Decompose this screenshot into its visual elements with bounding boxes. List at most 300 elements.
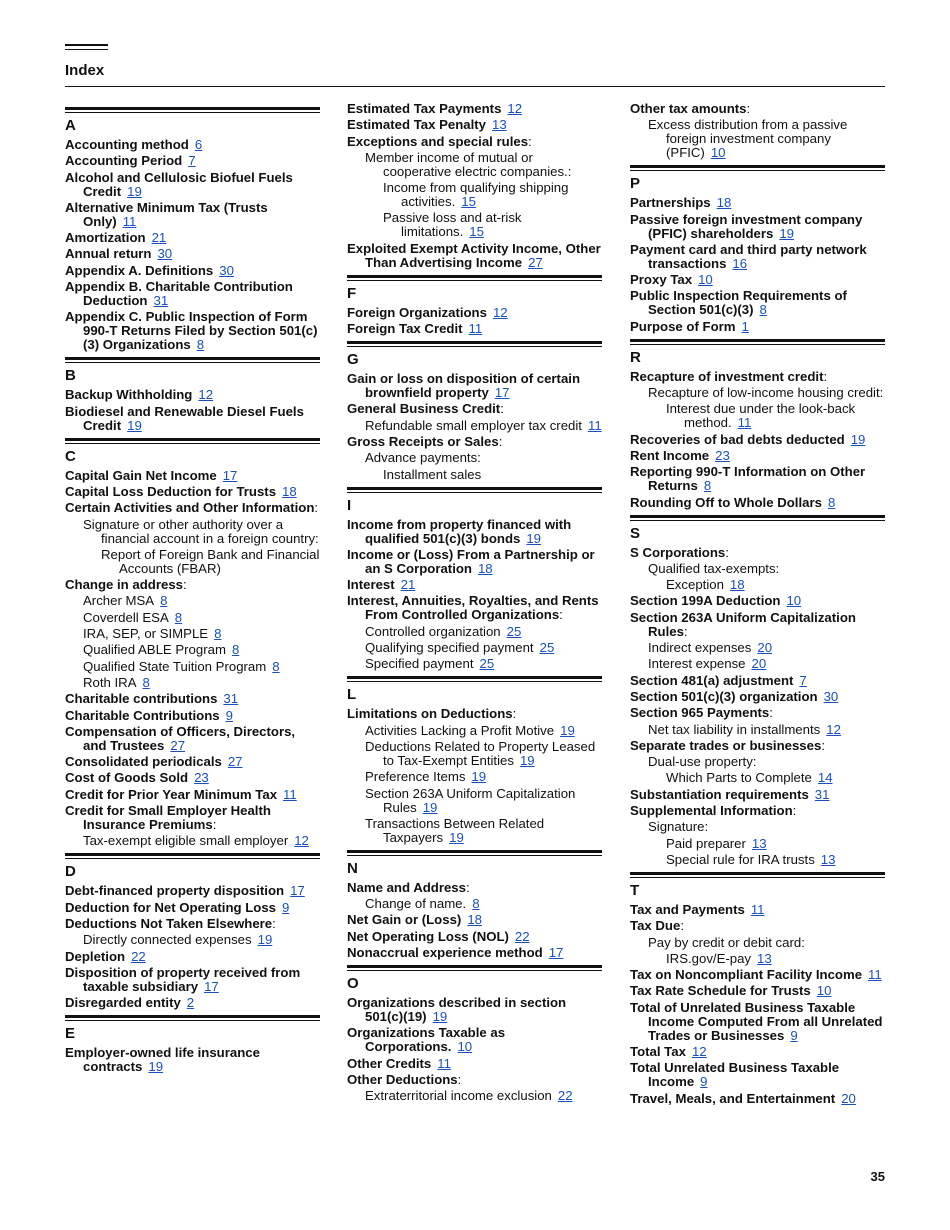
entry-term: Installment sales (383, 466, 482, 482)
entry-term: Indirect expenses (648, 640, 752, 656)
page-link[interactable]: 19 (850, 431, 866, 447)
index-entry (365, 1089, 602, 1103)
index-entry (365, 770, 602, 784)
page-link[interactable]: 13 (751, 835, 767, 851)
entry-term: Paid preparer (666, 835, 746, 851)
entry-term: Purpose of Form (630, 318, 736, 334)
section-divider (347, 487, 602, 513)
index-entry (365, 897, 602, 911)
section-rule-thick (347, 487, 602, 490)
section-divider (347, 275, 602, 301)
index-entry (648, 755, 885, 769)
entry-term: Foreign Organizations (347, 304, 487, 320)
page-link[interactable]: 13 (492, 117, 507, 133)
page-link[interactable]: 11 (587, 417, 602, 433)
index-entry (65, 469, 320, 483)
page-link[interactable]: 12 (691, 1043, 707, 1059)
index-entry (65, 247, 320, 261)
entry-colon: : (769, 705, 773, 721)
index-entry (83, 643, 320, 657)
page-link[interactable]: 9 (282, 899, 290, 915)
page-link[interactable]: 10 (457, 1039, 473, 1055)
entry-colon: : (512, 706, 517, 722)
entry-term: Rent Income (630, 447, 710, 463)
page-link[interactable]: 11 (468, 321, 483, 337)
index-entry (666, 578, 885, 592)
page-link[interactable]: 30 (219, 262, 234, 278)
entry-term: Exploited Exempt Activity Income, Other Than Advertising Income (347, 240, 601, 270)
section-rule-thin (630, 170, 885, 171)
entry-term: Accounting Period (65, 153, 183, 169)
index-entry (347, 322, 602, 336)
index-section-i (347, 487, 602, 672)
index-column-1 (65, 102, 320, 1076)
section-rule-thin (65, 1020, 320, 1021)
index-entry (347, 118, 602, 132)
section-rule-thin (347, 970, 602, 971)
page-link[interactable]: 11 (868, 967, 882, 983)
section-rule-thin (65, 858, 320, 859)
entry-term: Gross Receipts or Sales (347, 433, 499, 449)
section-divider (65, 107, 320, 133)
entry-term: Qualified State Tuition Program (83, 658, 267, 674)
page-link[interactable]: 13 (820, 851, 836, 867)
index-section-continued (630, 102, 885, 160)
entry-term: Net tax liability in installments (648, 721, 821, 737)
entry-colon: : (746, 101, 751, 116)
entry-term: Section 199A Deduction (630, 593, 781, 609)
page-link[interactable]: 19 (432, 1009, 448, 1025)
entry-term: Credit for Small Employer Health Insurance Premiums (65, 803, 271, 833)
entry-colon: : (821, 737, 825, 753)
entry-term: Tax Rate Schedule for Trusts (630, 983, 811, 999)
index-entry (630, 289, 885, 317)
index-entry (630, 370, 885, 384)
section-rule-thick (65, 438, 320, 441)
page-link[interactable]: 18 (477, 560, 493, 576)
page-link[interactable]: 20 (757, 640, 773, 656)
section-letter: A (65, 117, 76, 134)
index-entry (648, 641, 885, 655)
section-rule-thin (347, 855, 602, 856)
index-section-o (347, 965, 602, 1103)
index-entry (347, 1026, 602, 1054)
index-entry (365, 151, 602, 179)
index-entry (630, 1045, 885, 1059)
index-entry (630, 968, 885, 982)
index-entry (83, 611, 320, 625)
page-number: 35 (870, 1169, 885, 1184)
entry-term: Recapture of low-income housing credit: (648, 385, 884, 401)
page-link[interactable]: 8 (214, 626, 222, 642)
page-link[interactable]: 19 (471, 769, 487, 785)
index-entry (83, 518, 320, 546)
entry-term: Which Parts to Complete (666, 770, 812, 786)
entry-term: Tax Due (630, 918, 681, 934)
page-link[interactable]: 31 (153, 293, 169, 309)
entry-term: IRA, SEP, or SIMPLE (83, 626, 209, 642)
section-divider (347, 965, 602, 991)
entry-term: Employer-owned life insurance contracts (65, 1045, 260, 1075)
section-divider (347, 850, 602, 876)
page-link[interactable]: 30 (157, 246, 173, 262)
page-link[interactable]: 12 (198, 387, 214, 403)
page-link[interactable]: 8 (272, 658, 280, 674)
page-link[interactable]: 9 (225, 707, 233, 723)
entry-term: Substantiation requirements (630, 786, 809, 802)
index-entry (630, 903, 885, 917)
entry-term: Advance payments: (365, 450, 481, 466)
page-link[interactable]: 10 (698, 272, 713, 288)
index-entry (83, 933, 320, 947)
page-link[interactable]: 20 (751, 656, 767, 672)
page-link[interactable]: 8 (472, 896, 480, 912)
index-entry (347, 102, 602, 116)
entry-term: Payment card and third party network transactions (630, 241, 867, 271)
entry-term: Section 263A Uniform Capitalization Rules (630, 609, 856, 639)
index-entry (65, 405, 320, 433)
page-link[interactable]: 27 (170, 737, 186, 753)
index-entry (630, 102, 885, 116)
page-link[interactable]: 9 (700, 1074, 708, 1090)
page-link[interactable]: 25 (506, 623, 522, 639)
index-column-3 (630, 102, 885, 1108)
page-link[interactable]: 27 (528, 254, 543, 270)
index-section-d (65, 853, 320, 1010)
section-letter: L (347, 686, 357, 704)
page-link[interactable]: 19 (127, 417, 142, 433)
index-entry (666, 402, 885, 430)
section-rule-thin (630, 877, 885, 878)
entry-colon: : (680, 918, 684, 934)
page-link[interactable]: 11 (283, 786, 297, 802)
index-entry (65, 138, 320, 152)
index-entry (65, 692, 320, 706)
index-entry (648, 386, 885, 400)
entry-term: Total Tax (630, 1043, 686, 1059)
page-link[interactable]: 15 (469, 224, 484, 240)
entry-term: Separate trades or businesses (630, 737, 822, 753)
page-link[interactable]: 22 (557, 1088, 573, 1104)
page-link[interactable]: 27 (227, 754, 243, 770)
section-letter: R (630, 348, 641, 366)
index-entry (383, 211, 602, 239)
section-rule-thick (347, 275, 602, 278)
page-link[interactable]: 19 (560, 722, 575, 738)
index-entry (630, 706, 885, 720)
section-rule-thin (630, 344, 885, 345)
page-link[interactable]: 8 (160, 593, 168, 609)
entry-term: Organizations Taxable as Corporations. (347, 1025, 506, 1055)
entry-term: Tax on Noncompliant Facility Income (630, 967, 863, 983)
page-link[interactable]: 22 (131, 948, 146, 964)
entry-term: Charitable Contributions (65, 707, 220, 723)
index-entry (630, 243, 885, 271)
index-entry (347, 402, 602, 416)
entry-term: Certain Activities and Other Information (65, 500, 315, 516)
page-link[interactable]: 13 (757, 950, 772, 966)
entry-term: Backup Withholding (65, 387, 193, 403)
index-entry (666, 952, 885, 966)
section-divider (630, 872, 885, 898)
index-section-t (630, 872, 885, 1106)
index-section-a (65, 107, 320, 352)
index-entry (666, 771, 885, 785)
index-column-2 (347, 102, 602, 1106)
entry-term: Debt-financed property disposition (65, 883, 285, 899)
index-entry (65, 1046, 320, 1074)
index-entry (648, 562, 885, 576)
entry-term: Qualified tax-exempts: (648, 560, 780, 576)
section-divider (65, 1015, 320, 1041)
section-letter: E (65, 1025, 76, 1043)
index-entry (347, 996, 602, 1024)
page-link[interactable]: 10 (816, 983, 832, 999)
page-link[interactable]: 12 (826, 721, 841, 737)
index-entry (630, 273, 885, 287)
page-link[interactable]: 21 (151, 230, 167, 246)
index-entry (65, 996, 320, 1010)
entry-colon: : (528, 133, 532, 149)
index-entry (630, 1001, 885, 1043)
index-entry (101, 548, 320, 576)
index-entry (347, 578, 602, 592)
section-letter: N (347, 859, 358, 877)
page-link[interactable]: 30 (823, 688, 839, 704)
index-entry (65, 966, 320, 994)
index-entry (347, 881, 602, 895)
entry-colon: : (500, 401, 504, 417)
index-entry (630, 804, 885, 818)
header-rule-top-thin (65, 49, 108, 50)
entry-term: Section 965 Payments (630, 705, 770, 721)
index-section-s (630, 515, 885, 867)
section-divider (65, 853, 320, 879)
section-letter: B (65, 367, 76, 385)
page-title: Index (65, 62, 105, 79)
page-link[interactable]: 23 (194, 770, 209, 786)
page-link[interactable]: 19 (449, 829, 464, 845)
page-link[interactable]: 11 (122, 213, 137, 229)
page-link[interactable]: 17 (204, 978, 219, 994)
section-letter: I (347, 496, 352, 514)
entry-term: Deductions Not Taken Elsewhere (65, 915, 273, 931)
entry-term: Supplemental Information (630, 803, 793, 819)
page-link[interactable]: 12 (507, 101, 523, 116)
entry-term: Deductions Related to Property Leased to Tax-Exempt Entities (365, 738, 596, 768)
index-entry (65, 388, 320, 402)
page-link[interactable]: 8 (827, 494, 836, 510)
page-link[interactable]: 31 (223, 691, 239, 707)
index-entry (630, 984, 885, 998)
index-entry (365, 657, 602, 671)
entry-term: Roth IRA (83, 674, 137, 690)
page-link[interactable]: 19 (526, 530, 542, 546)
index-entry (648, 723, 885, 737)
entry-term: Limitations on Deductions (347, 706, 513, 722)
page-link[interactable]: 20 (841, 1090, 856, 1106)
page-link[interactable]: 22 (514, 928, 530, 944)
page-link[interactable]: 17 (290, 883, 305, 899)
section-rule-thin (347, 492, 602, 493)
index-entry (347, 372, 602, 400)
entry-term: Deduction for Net Operating Loss (65, 899, 277, 915)
entry-term: IRS.gov/E-pay (666, 950, 752, 966)
entry-term: Other Deductions (347, 1071, 458, 1087)
page-link[interactable]: 8 (196, 337, 205, 353)
page-link[interactable]: 19 (519, 752, 535, 768)
page-link[interactable]: 18 (729, 577, 745, 593)
entry-term: Special rule for IRA trusts (666, 851, 815, 867)
section-rule-thick (347, 341, 602, 344)
index-entry (65, 950, 320, 964)
page-link[interactable]: 18 (467, 912, 482, 928)
index-entry (65, 485, 320, 499)
page-link[interactable]: 17 (222, 467, 238, 483)
page-link[interactable]: 8 (759, 302, 767, 318)
index-entry (630, 196, 885, 210)
page-link[interactable]: 18 (282, 483, 297, 499)
page-link[interactable]: 10 (710, 145, 726, 161)
index-entry (65, 280, 320, 308)
page-link[interactable]: 19 (257, 932, 273, 948)
entry-term: Nonaccrual experience method (347, 945, 543, 961)
page-link[interactable]: 6 (194, 137, 203, 152)
index-entry (347, 435, 602, 449)
entry-colon: : (183, 577, 187, 593)
index-entry (65, 231, 320, 245)
page-link[interactable]: 12 (294, 833, 309, 849)
index-section-p (630, 165, 885, 333)
section-letter: S (630, 524, 641, 542)
page-link[interactable]: 7 (799, 672, 807, 688)
page-link[interactable]: 11 (437, 1055, 451, 1071)
section-rule-thick (630, 339, 885, 342)
entry-term: Depletion (65, 948, 126, 964)
index-entry (65, 884, 320, 898)
section-rule-thick (65, 853, 320, 856)
entry-term: Partnerships (630, 195, 711, 211)
entry-term: Signature or other authority over a financial account in a foreign country: (83, 516, 319, 546)
index-entry (65, 578, 320, 592)
section-rule-thick (65, 357, 320, 360)
entry-term: Disregarded entity (65, 995, 181, 1011)
entry-term: Recapture of investment credit (630, 368, 824, 384)
entry-term: Estimated Tax Penalty (347, 117, 487, 133)
page-link[interactable]: 8 (142, 674, 150, 690)
page-link[interactable]: 2 (186, 995, 195, 1011)
index-entry (630, 320, 885, 334)
entry-term: Other Credits (347, 1055, 432, 1071)
section-rule-thick (347, 850, 602, 853)
page-link[interactable]: 19 (422, 799, 438, 815)
page-link[interactable]: 15 (461, 194, 476, 210)
entry-term: Total of Unrelated Business Taxable Income Computed From all Unrelated Trades or Businesses (630, 999, 883, 1043)
index-entry (65, 709, 320, 723)
page-link[interactable]: 14 (817, 770, 833, 786)
page-link[interactable]: 31 (814, 786, 830, 802)
section-rule-thin (630, 520, 885, 521)
entry-term: Activities Lacking a Profit Motive (365, 722, 555, 738)
page-link[interactable]: 17 (548, 945, 564, 961)
entry-term: Other tax amounts (630, 101, 747, 116)
index-entry (65, 171, 320, 199)
index-entry (648, 657, 885, 671)
entry-term: Controlled organization (365, 623, 501, 639)
page-link[interactable]: 11 (737, 415, 752, 431)
entry-term: Consolidated periodicals (65, 754, 222, 770)
page-link[interactable]: 19 (148, 1059, 164, 1075)
page-link[interactable]: 21 (400, 577, 416, 593)
entry-term: Interest expense (648, 656, 746, 672)
index-entry (83, 676, 320, 690)
index-entry (365, 625, 602, 639)
index-entry (347, 548, 602, 576)
index-entry (666, 837, 885, 851)
page-link[interactable]: 17 (494, 385, 510, 401)
entry-colon: : (792, 803, 797, 819)
page-link[interactable]: 7 (188, 153, 196, 169)
entry-term: Appendix C. Public Inspection of Form 990-T Returns Filed by Section 501(c)(3) Organizations (65, 309, 318, 353)
index-entry (65, 755, 320, 769)
page-link[interactable]: 23 (715, 447, 730, 463)
section-divider (630, 165, 885, 191)
index-entry (630, 788, 885, 802)
entry-colon: : (823, 368, 828, 384)
page-link[interactable]: 8 (703, 478, 712, 494)
index-entry (630, 213, 885, 241)
page-link[interactable]: 10 (786, 593, 802, 609)
entry-term: Qualifying specified payment (365, 640, 534, 656)
section-rule-thick (630, 165, 885, 168)
entry-term: Travel, Meals, and Entertainment (630, 1090, 836, 1106)
index-entry (347, 135, 602, 149)
entry-term: Amortization (65, 230, 146, 246)
section-rule-thick (630, 872, 885, 875)
page-link[interactable]: 11 (750, 901, 765, 917)
page-link[interactable]: 12 (492, 304, 508, 320)
page-link[interactable]: 9 (790, 1027, 798, 1043)
index-entry (347, 1057, 602, 1071)
index-entry (630, 1061, 885, 1089)
page-link[interactable]: 1 (741, 318, 749, 334)
index-entry (83, 834, 320, 848)
entry-term: Public Inspection Requirements of Section 501(c)(3) (630, 288, 847, 318)
page-link[interactable]: 16 (732, 255, 748, 271)
index-entry (65, 725, 320, 753)
index-entry (630, 739, 885, 753)
page-link[interactable]: 25 (539, 640, 555, 656)
page-link[interactable]: 18 (716, 195, 732, 211)
entry-term: General Business Credit (347, 401, 501, 417)
section-rule-thick (65, 1015, 320, 1018)
entry-term: Net Operating Loss (NOL) (347, 928, 509, 944)
section-rule-thin (347, 681, 602, 682)
index-entry (365, 451, 602, 465)
page-link[interactable]: 19 (127, 183, 142, 199)
section-letter: D (65, 863, 76, 881)
page-link[interactable]: 25 (479, 656, 495, 672)
index-entry (347, 242, 602, 270)
page-link[interactable]: 8 (174, 609, 183, 625)
section-rule-thick (347, 965, 602, 968)
index-entry (630, 433, 885, 447)
index-entry (347, 913, 602, 927)
page-link[interactable]: 8 (231, 642, 240, 658)
header-rule-top (65, 44, 108, 46)
index-entry (65, 264, 320, 278)
page-link[interactable]: 19 (779, 225, 794, 241)
